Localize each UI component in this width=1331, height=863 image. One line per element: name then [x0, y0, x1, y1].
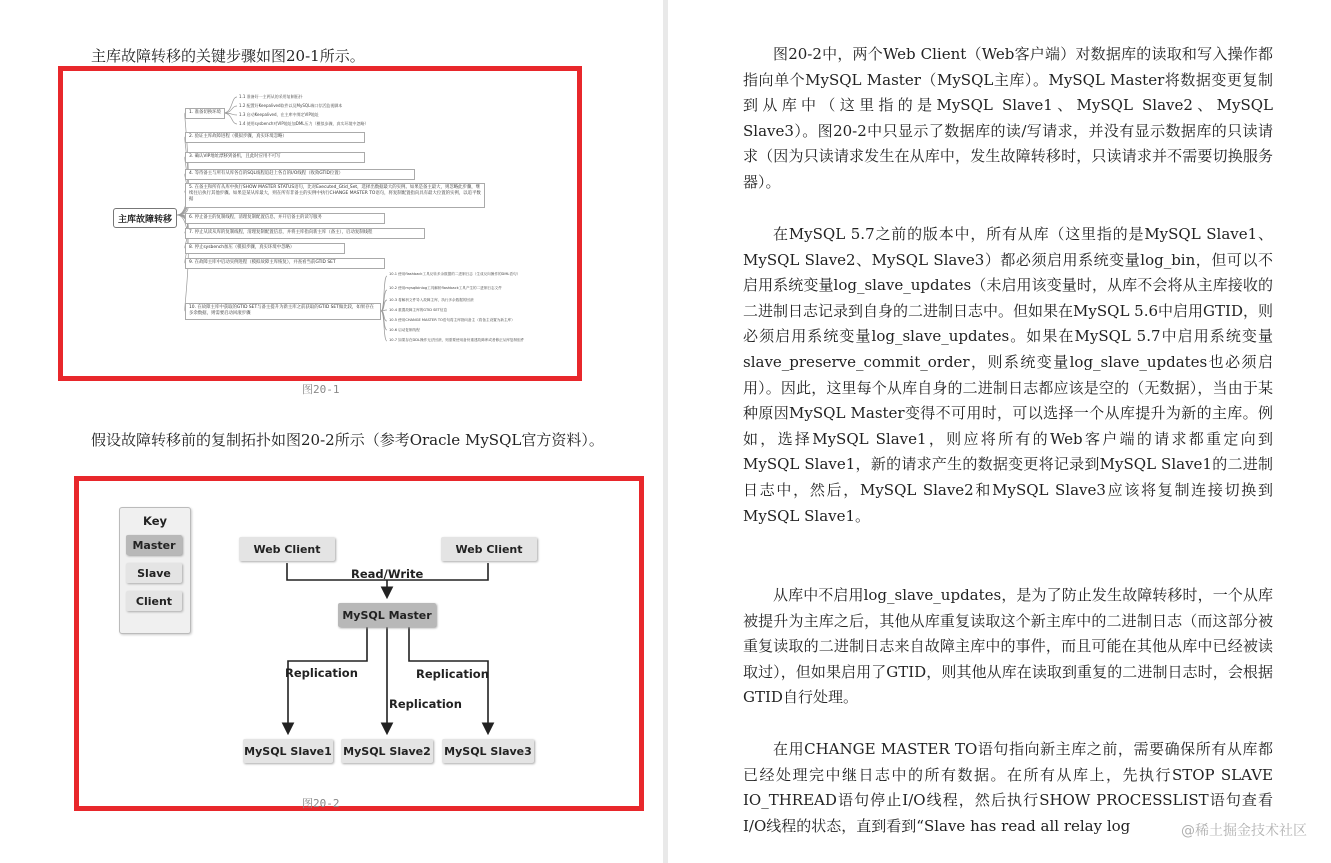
mysql-slave2: MySQL Slave2: [341, 739, 433, 763]
legend-title: Key: [142, 514, 167, 528]
intro-text: 主库故障转移的关键步骤如图20-1所示。: [91, 47, 365, 65]
figure-20-1-caption: 图20-1: [302, 383, 340, 396]
paragraph-2: 在MySQL 5.7之前的版本中，所有从库（这里指的是MySQL Slave1、MySQL Slave2、MySQL Slave3）都必须启用系统变量log_bin，但可以不启用系统变量log_slave_updates（未启用该变量时，从库不会将从主库接收的二进制日志记录到自身的二进制日志中。但如果在MySQL 5.6中启用GTID，则必须启用系统变量log_slave_updates。如果在MySQL 5.7中启用系统变量slave_preserve_commit_order，则系统变量log_slave_updates也必须启用）。因此，这里每个从库自身的二进制日志都应该是空的（无数据），当由于某种原因MySQL Master变得不可用时，可以选择一个从库提升为新的主库。例如，选择MySQL Slave1，则应将所有的Web客户端的请求都重定向到MySQL Slave1，新的请求产生的数据变更将记录到MySQL Slave1的二进制日志中，然后，MySQL Slave2和MySQL Slave3应该将复制连接切换到MySQL Slave1。: [743, 225, 1273, 525]
mindmap-node-5: 5. 在备主和所有从库中执行SHOW MASTER STATUS语句，比对Executed_Gtid_Set，选择出数据最大的实例。如果是备主最大，则忽略此步骤，继续往后执行其他步骤。如果是某从库最大，则在所有非备主的实例中执行CHANGE MASTER TO语句，将复制配置指向具有最大位置的实例，以追平数据: [185, 183, 485, 208]
mindmap-node-8: 8. 停止sysbench加压（模拟步骤，真实环境中忽略）: [185, 243, 345, 254]
mysql-master: MySQL Master: [338, 603, 436, 627]
mindmap-node-7: 7. 停止从读从库的复制线程，清理复制配置信息，并将主库指向新主库（备主），启动复制线程: [185, 228, 425, 239]
paragraph-3: 从库中不启用log_slave_updates，是为了防止发生故障转移时，一个从库被提升为主库之后，其他从库重复读取这个新主库中的二进制日志（而这部分被重复读取的二进制日志来自故障主库中的事件，而且可能在其他从库中已经被读取过），但如果启用了GTID，则其他从库在读取到重复的二进制日志时，会根据GTID自行处理。: [743, 586, 1273, 707]
legend-key: [119, 507, 191, 634]
mindmap-leaf-10-5: 10.5 使用CHANGE MASTER TO语句将主库指向备主（将备主设置为新主库）: [389, 318, 515, 322]
legend-client: Client: [126, 591, 182, 611]
watermark: @稀土掘金技术社区: [1181, 823, 1307, 839]
right-page: [668, 0, 1331, 863]
paragraph-1: 图20-2中，两个Web Client（Web客户端）对数据库的读取和写入操作都指向单个MySQL Master（MySQL主库）。MySQL Master将数据变更复制到从库中（这里指的是MySQL Slave1、MySQL Slave2、MySQL Slave3）。图20-2中只显示了数据库的读/写请求，并没有显示数据库的只读请求（因为只读请求发生在从库中，发生故障转移时，只读请求并不需要切换服务器）。: [743, 45, 1273, 191]
mindmap-leaf-1-1: 1.1 准备好一主两从的采用复制拓扑: [239, 94, 303, 99]
mindmap-root: 主库故障转移: [113, 208, 177, 228]
mindmap-node-9: 9. 在故障主库中启动实例进程（模拟故障主库恢复），并查看当前GTID SET: [185, 258, 385, 269]
figure-20-1-frame: [58, 66, 582, 381]
mindmap-leaf-1-3: 1.3 启动Keepalived，在主库中绑定VIP地址: [239, 112, 319, 117]
mindmap-leaf-10-3: 10.3 将解析文件导入故障主库，执行多余数据的回滚: [389, 298, 474, 302]
mysql-slave1: MySQL Slave1: [243, 739, 333, 763]
mindmap-leaf-10-6: 10.6 启动复制线程: [389, 328, 420, 332]
mindmap-leaf-10-7: 10.7 如果存在DDL操作无法回滚，则需要使用备份重建故障库或者修正从库复制组件: [389, 338, 525, 342]
left-page: [0, 0, 663, 863]
figure-20-2-caption: 图20-2: [302, 797, 340, 810]
replication-label-right: Replication: [416, 667, 489, 681]
mindmap-node-2: 2. 验证主库故障进程（模拟步骤，真实环境忽略）: [185, 132, 365, 143]
mindmap-node-10: 10. 在故障主库中获取的GTID SET与备主提升为新主库之前获取的GTID SET做比较，如果存在多余数据，则需要启动回滚步骤: [185, 303, 381, 320]
figure-20-2-frame: [74, 476, 644, 811]
mindmap-node-6: 6. 停止备主的复制线程，清理复制配置信息，并开启备主的读写服务: [185, 213, 385, 224]
paragraph-4: 在用CHANGE MASTER TO语句指向新主库之前，需要确保所有从库都已经处理完中继日志中的所有数据。在所有从库上，先执行STOP SLAVE IO_THREAD语句停止I/O线程，然后执行SHOW PROCESSLIST语句查看I/O线程的状态，直到看到“Slave has read all relay log: [743, 740, 1273, 835]
mindmap-node-3: 3. 确认VIP地址漂移到备机，且此时应用不可写: [185, 152, 365, 163]
topology-intro-text: 假设故障转移前的复制拓扑如图20-2所示（参考Oracle MySQL官方资料）。: [91, 431, 604, 449]
web-client-right: Web Client: [441, 537, 537, 561]
read-write-label: Read/Write: [351, 567, 424, 581]
mindmap-node-4: 4. 等待备主与所有从库各自的SQL线程追赶上各自的I/O线程（收敛GTID位置）: [185, 169, 415, 180]
replication-label-left: Replication: [285, 666, 358, 680]
mindmap-leaf-1-2: 1.2 配置好Keepalived软件以及MySQL端口存活监视脚本: [239, 103, 343, 108]
mindmap-leaf-10-2: 10.2 使用mysqlbinlog工具解析flashback工具产生的二进制日志文件: [389, 286, 502, 290]
mindmap-leaf-10-4: 10.4 重置故障主库的GTID SET信息: [389, 308, 448, 312]
replication-label-center: Replication: [389, 697, 462, 711]
web-client-left: Web Client: [239, 537, 335, 561]
mindmap-leaf-10-1: 10.1 使用flashback工具反转多余数据的二进制日志（生成反向操作的DML语句）: [389, 272, 521, 276]
legend-master: Master: [126, 535, 182, 555]
mindmap-leaf-1-4: 1.4 使用sysbench对VIP地址加DML压力（模拟步骤，真实环境中忽略）: [239, 121, 369, 126]
legend-slave: Slave: [126, 563, 182, 583]
mysql-slave3: MySQL Slave3: [442, 739, 534, 763]
mindmap-node-1: 1. 准备切换环境: [185, 108, 225, 119]
